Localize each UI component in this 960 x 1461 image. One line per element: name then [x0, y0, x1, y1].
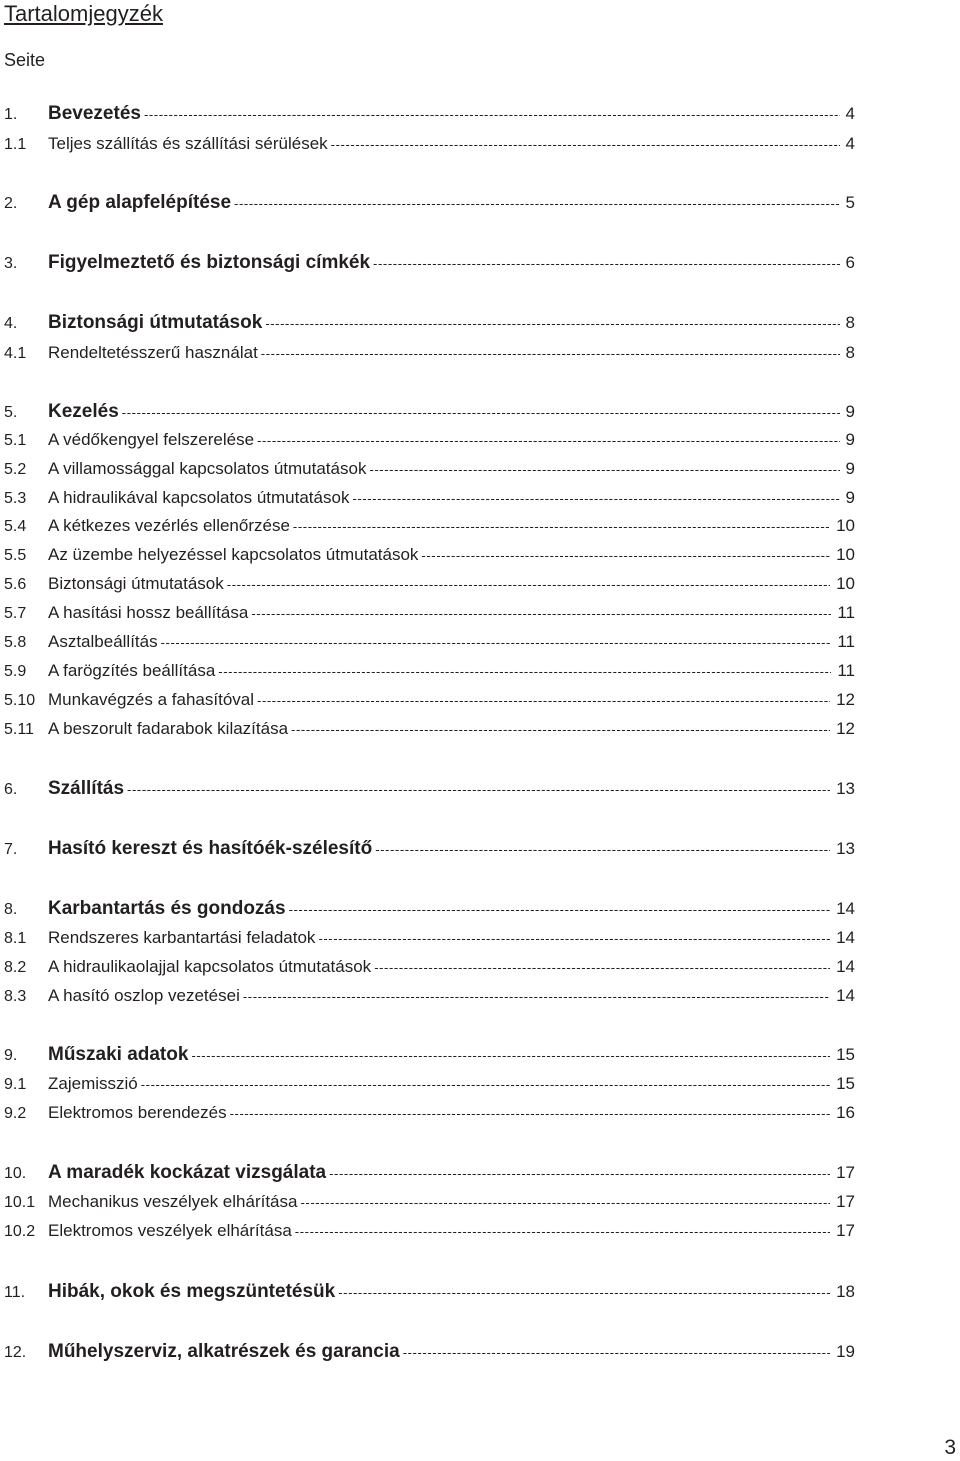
toc-entry-number: 8.2 — [4, 959, 27, 976]
toc-entry-title: Biztonsági útmutatások — [48, 312, 263, 333]
toc-entry-title: Teljes szállítás és szállítási sérülések — [48, 134, 328, 153]
toc-entry-title: A hidraulikával kapcsolatos útmutatások — [48, 488, 350, 507]
toc-entry-5-7[interactable] — [4, 600, 855, 626]
toc-entry-8[interactable] — [4, 896, 855, 922]
dot-leader — [338, 1280, 830, 1306]
toc-entry-title: A farögzítés beállítása — [48, 661, 216, 680]
toc-entry-10-2[interactable] — [4, 1218, 855, 1244]
toc-entry-number: 5.5 — [4, 547, 27, 564]
toc-entry-number: 9. — [4, 1047, 18, 1064]
dot-leader — [191, 1043, 830, 1069]
toc-entry-number: 4. — [4, 315, 18, 332]
toc-entry-title: Elektromos veszélyek elhárítása — [48, 1221, 292, 1240]
toc-entry-number: 1.1 — [4, 136, 27, 153]
toc-entry-title: A védőkengyel felszerelése — [48, 430, 255, 449]
toc-entry-5-10[interactable] — [4, 687, 855, 713]
dot-leader — [373, 251, 839, 277]
toc-entry-title: Hasító kereszt és hasítóék-szélesítő — [48, 838, 373, 859]
toc-entry-number: 7. — [4, 841, 18, 858]
dot-leader — [234, 191, 840, 217]
toc-entry-12[interactable] — [4, 1339, 855, 1365]
toc-entry-8-2[interactable] — [4, 954, 855, 980]
page-number: 3 — [944, 1436, 956, 1459]
toc-entry-title: Asztalbeállítás — [48, 632, 158, 651]
toc-entry-8-3[interactable] — [4, 983, 855, 1009]
toc-entry-title: A villamossággal kapcsolatos útmutatások — [48, 459, 367, 478]
page-title: Tartalomjegyzék — [4, 1, 163, 26]
toc-entry-title: Mechanikus veszélyek elhárítása — [48, 1192, 298, 1211]
toc-entry-page: 15 — [836, 1074, 855, 1093]
toc-entry-page: 18 — [836, 1282, 855, 1301]
toc-entry-6[interactable] — [4, 776, 855, 802]
toc-entry-page: 4 — [845, 134, 855, 153]
dot-leader — [144, 102, 840, 128]
toc-entry-title: Elektromos berendezés — [48, 1103, 227, 1122]
toc-entry-number: 4.1 — [4, 345, 27, 362]
seite-label: Seite — [4, 50, 46, 70]
dot-leader — [300, 1190, 830, 1216]
dot-leader — [421, 543, 830, 569]
toc-entry-number: 8.3 — [4, 988, 27, 1005]
dot-leader — [331, 132, 840, 158]
toc-entry-number: 10.2 — [4, 1223, 36, 1240]
toc-entry-title: A hasító oszlop vezetései — [48, 986, 240, 1005]
toc-entry-7[interactable] — [4, 836, 855, 862]
toc-entry-number: 5.10 — [4, 692, 36, 709]
toc-entry-page: 6 — [845, 253, 855, 272]
dot-leader — [403, 1340, 830, 1366]
toc-entry-number: 5.2 — [4, 461, 27, 478]
dot-leader — [230, 1101, 830, 1127]
toc-entry-page: 14 — [836, 986, 855, 1005]
dot-leader — [329, 1161, 830, 1187]
toc-entry-page: 9 — [845, 402, 855, 421]
toc-entry-1-1[interactable] — [4, 131, 855, 157]
toc-entry-number: 2. — [4, 195, 18, 212]
toc-entry-number: 10. — [4, 1165, 27, 1182]
toc-entry-number: 8. — [4, 901, 18, 918]
toc-entry-title: Karbantartás és gondozás — [48, 898, 286, 919]
toc-entry-title: Rendeltetésszerű használat — [48, 343, 258, 362]
toc-entry-page: 12 — [836, 719, 855, 738]
dot-leader — [141, 1072, 830, 1098]
toc-entry-5-4[interactable] — [4, 513, 855, 539]
toc-entry-title: A gép alapfelépítése — [48, 192, 232, 213]
toc-entry-number: 5.7 — [4, 605, 27, 622]
toc-entry-page: 17 — [836, 1221, 855, 1240]
toc-entry-5-11[interactable] — [4, 716, 855, 742]
toc-entry-page: 12 — [836, 690, 855, 709]
dot-leader — [218, 659, 831, 685]
toc-entry-page: 10 — [836, 545, 855, 564]
toc-entry-number: 5.6 — [4, 576, 27, 593]
toc-entry-page: 11 — [837, 632, 855, 651]
toc-entry-page: 13 — [836, 839, 855, 858]
toc-entry-9-2[interactable] — [4, 1100, 855, 1126]
toc-entry-8-1[interactable] — [4, 925, 855, 951]
toc-entry-5[interactable] — [4, 399, 855, 425]
toc-entry-number: 9.1 — [4, 1076, 27, 1093]
toc-entry-number: 5. — [4, 404, 18, 421]
toc-entry-10-1[interactable] — [4, 1189, 855, 1215]
toc-entry-number: 5.4 — [4, 518, 27, 535]
toc-entry-title: Az üzembe helyezéssel kapcsolatos útmutatások — [48, 545, 419, 564]
toc-entry-page: 17 — [836, 1192, 855, 1211]
toc-entry-5-9[interactable] — [4, 658, 855, 684]
toc-entry-title: Figyelmeztető és biztonsági címkék — [48, 252, 371, 273]
toc-entry-page: 19 — [836, 1342, 855, 1361]
toc-entry-5-6[interactable] — [4, 571, 855, 597]
toc-entry-2[interactable] — [4, 190, 855, 216]
toc-entry-title: A maradék kockázat vizsgálata — [48, 1162, 327, 1183]
toc-entry-1[interactable] — [4, 101, 855, 127]
dot-leader — [293, 514, 830, 540]
toc-entry-9[interactable] — [4, 1042, 855, 1068]
toc-entry-title: Biztonsági útmutatások — [48, 574, 224, 593]
toc-entry-11[interactable] — [4, 1279, 855, 1305]
dot-leader — [161, 630, 832, 656]
toc-entry-number: 12. — [4, 1344, 27, 1361]
toc-entry-title: A hasítási hossz beállítása — [48, 603, 249, 622]
dot-leader — [251, 601, 831, 627]
toc-entry-number: 10.1 — [4, 1194, 36, 1211]
toc-entry-title: Hibák, okok és megszüntetésük — [48, 1281, 336, 1302]
dot-leader — [352, 486, 839, 512]
toc-entry-page: 9 — [845, 459, 855, 478]
toc-entry-page: 5 — [845, 193, 855, 212]
toc-entry-title: Munkavégzés a fahasítóval — [48, 690, 255, 709]
dot-leader — [227, 572, 830, 598]
toc-entry-number: 6. — [4, 781, 18, 798]
dot-leader — [374, 955, 830, 981]
toc-entry-page: 10 — [836, 574, 855, 593]
toc-entry-5-2[interactable] — [4, 456, 855, 482]
dot-leader — [289, 897, 831, 923]
dot-leader — [295, 1219, 830, 1245]
dot-leader — [291, 717, 830, 743]
toc-entry-title: Kezelés — [48, 401, 119, 422]
toc-entry-page: 17 — [836, 1163, 855, 1182]
dot-leader — [265, 311, 839, 337]
toc-entry-page: 13 — [836, 779, 855, 798]
dot-leader — [243, 984, 830, 1010]
toc-entry-title: Bevezetés — [48, 103, 141, 124]
toc-entry-page: 9 — [845, 430, 855, 449]
toc-entry-title: Zajemisszió — [48, 1074, 138, 1093]
toc-entry-page: 8 — [845, 343, 855, 362]
toc-entry-page: 15 — [836, 1045, 855, 1064]
dot-leader — [127, 777, 830, 803]
toc-entry-3[interactable] — [4, 250, 855, 276]
dot-leader — [369, 457, 839, 483]
toc-entry-number: 5.1 — [4, 432, 27, 449]
toc-entry-page: 16 — [836, 1103, 855, 1122]
toc-entry-title: Szállítás — [48, 778, 125, 799]
toc-entry-page: 4 — [845, 104, 855, 123]
dot-leader — [261, 341, 840, 367]
toc-entry-page: 11 — [837, 603, 855, 622]
toc-entry-page: 10 — [836, 516, 855, 535]
toc-entry-5-5[interactable] — [4, 542, 855, 568]
toc-entry-page: 14 — [836, 899, 855, 918]
toc-entry-4-1[interactable] — [4, 340, 855, 366]
toc-entry-number: 5.8 — [4, 634, 27, 651]
toc-entry-title: A kétkezes vezérlés ellenőrzése — [48, 516, 290, 535]
toc-entry-number: 5.3 — [4, 490, 27, 507]
toc-entry-title: Rendszeres karbantartási feladatok — [48, 928, 316, 947]
toc-entry-number: 5.9 — [4, 663, 27, 680]
toc-entry-page: 14 — [836, 957, 855, 976]
toc-entry-number: 11. — [4, 1284, 26, 1301]
toc-entry-9-1[interactable] — [4, 1071, 855, 1097]
toc-entry-page: 8 — [845, 313, 855, 332]
dot-leader — [257, 428, 840, 454]
toc-entry-5-3[interactable] — [4, 485, 855, 511]
toc-entry-number: 5.11 — [4, 721, 34, 738]
dot-leader — [318, 926, 830, 952]
dot-leader — [375, 837, 830, 863]
dot-leader — [122, 400, 840, 426]
toc-entry-number: 8.1 — [4, 930, 27, 947]
toc-entry-title: Műhelyszerviz, alkatrészek és garancia — [48, 1341, 400, 1362]
toc-entry-10[interactable] — [4, 1160, 855, 1186]
toc-entry-page: 11 — [837, 661, 855, 680]
toc-entry-title: Műszaki adatok — [48, 1044, 189, 1065]
toc-entry-title: A beszorult fadarabok kilazítása — [48, 719, 289, 738]
toc-entry-number: 9.2 — [4, 1105, 27, 1122]
toc-entry-number: 1. — [4, 106, 18, 123]
toc-entry-5-1[interactable] — [4, 427, 855, 453]
toc-entry-5-8[interactable] — [4, 629, 855, 655]
toc-entry-page: 9 — [845, 488, 855, 507]
toc-entry-page: 14 — [836, 928, 855, 947]
toc-entry-title: A hidraulikaolajjal kapcsolatos útmutatások — [48, 957, 372, 976]
toc-entry-number: 3. — [4, 255, 18, 272]
dot-leader — [257, 688, 830, 714]
toc-entry-4[interactable] — [4, 310, 855, 336]
